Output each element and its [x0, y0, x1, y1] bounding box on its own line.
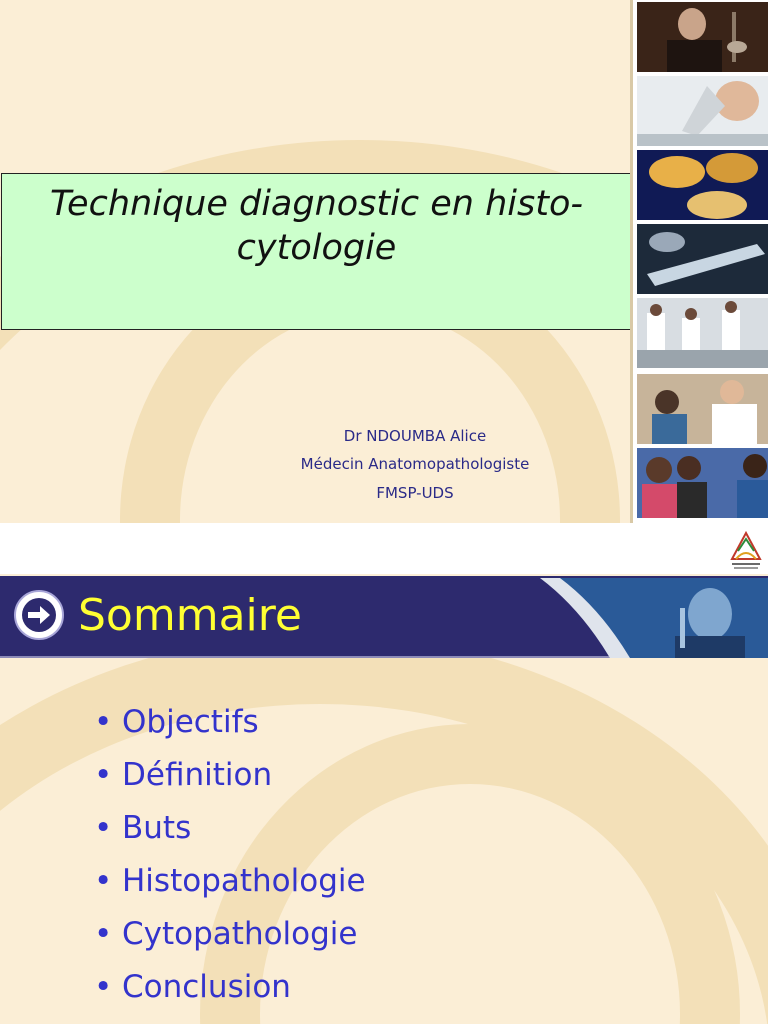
bullet-icon: • [94, 757, 113, 793]
slide-title: Technique diagnostic en histo-cytologie [50, 184, 583, 268]
slide-gap [0, 523, 768, 574]
list-item: • Cytopathologie [94, 908, 366, 961]
author-name: Dr NDOUMBA Alice [343, 427, 487, 445]
title-banner [0, 576, 768, 658]
list-item: • Définition [94, 749, 366, 802]
child-care-photo [637, 374, 768, 444]
scientist-photo [637, 2, 768, 72]
slide-photo [637, 224, 768, 294]
list-item: • Histopathologie [94, 855, 366, 908]
bullet-icon: • [94, 810, 113, 846]
patients-photo [637, 448, 768, 518]
summary-list [94, 696, 366, 1014]
summary-slide [0, 574, 768, 1024]
institute-logo [726, 529, 766, 573]
summary-title: Sommaire [78, 590, 302, 641]
list-item: • Conclusion [94, 961, 366, 1014]
bacteria-photo [637, 150, 768, 220]
list-item: • Objectifs [94, 696, 366, 749]
bullet-icon: • [94, 704, 113, 740]
bullet-icon: • [94, 916, 113, 952]
scientist-banner-photo [540, 578, 768, 658]
bullet-icon: • [94, 863, 113, 899]
list-item: • Buts [94, 802, 366, 855]
arrow-icon [14, 590, 64, 640]
laboratory-photo [637, 298, 768, 368]
author-role: Médecin Anatomopathologiste [300, 455, 530, 473]
author-affiliation: FMSP-UDS [376, 484, 454, 502]
title-box [1, 173, 632, 330]
microscope-photo [637, 76, 768, 146]
photo-strip [630, 0, 768, 523]
bullet-icon: • [94, 969, 113, 1005]
